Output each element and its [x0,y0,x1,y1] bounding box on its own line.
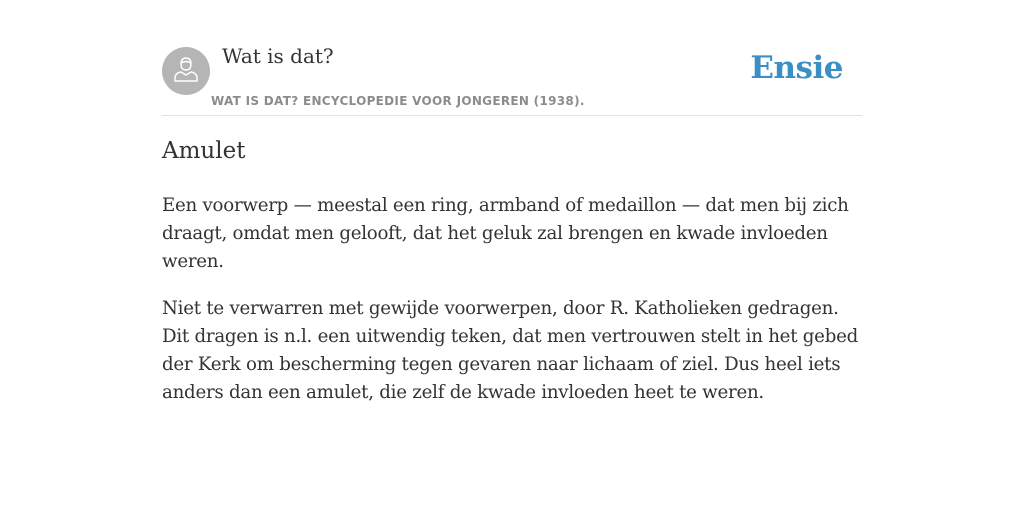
entry-paragraph: Niet te verwarren met gewijde voorwerpen, door R. Katholieken gedragen. Dit dragen is n.l. een uitwendig teken, dat men vertrouwen stelt in het gebed der Kerk om bescherming tegen gevaren naar lichaam of ziel. Dus heel iets anders dan een amulet, die zelf de kwade invloeden heet te weren. [162,298,858,403]
user-icon [171,54,201,89]
author-avatar[interactable] [162,47,210,95]
entry-title: Amulet [162,138,246,164]
entry-paragraph: Een voorwerp — meestal een ring, armband of medaillon — dat men bij zich draagt, omdat men gelooft, dat het geluk zal brengen en kwade invloeden weren. [162,195,849,272]
author-name[interactable]: Wat is dat? [222,44,334,68]
brand-logo[interactable]: Ensie [750,50,843,86]
entry-body [162,192,862,426]
source-label[interactable]: WAT IS DAT? ENCYCLOPEDIE VOOR JONGEREN (1938). [211,94,585,108]
entry-header [162,0,862,116]
content-container [162,0,862,403]
